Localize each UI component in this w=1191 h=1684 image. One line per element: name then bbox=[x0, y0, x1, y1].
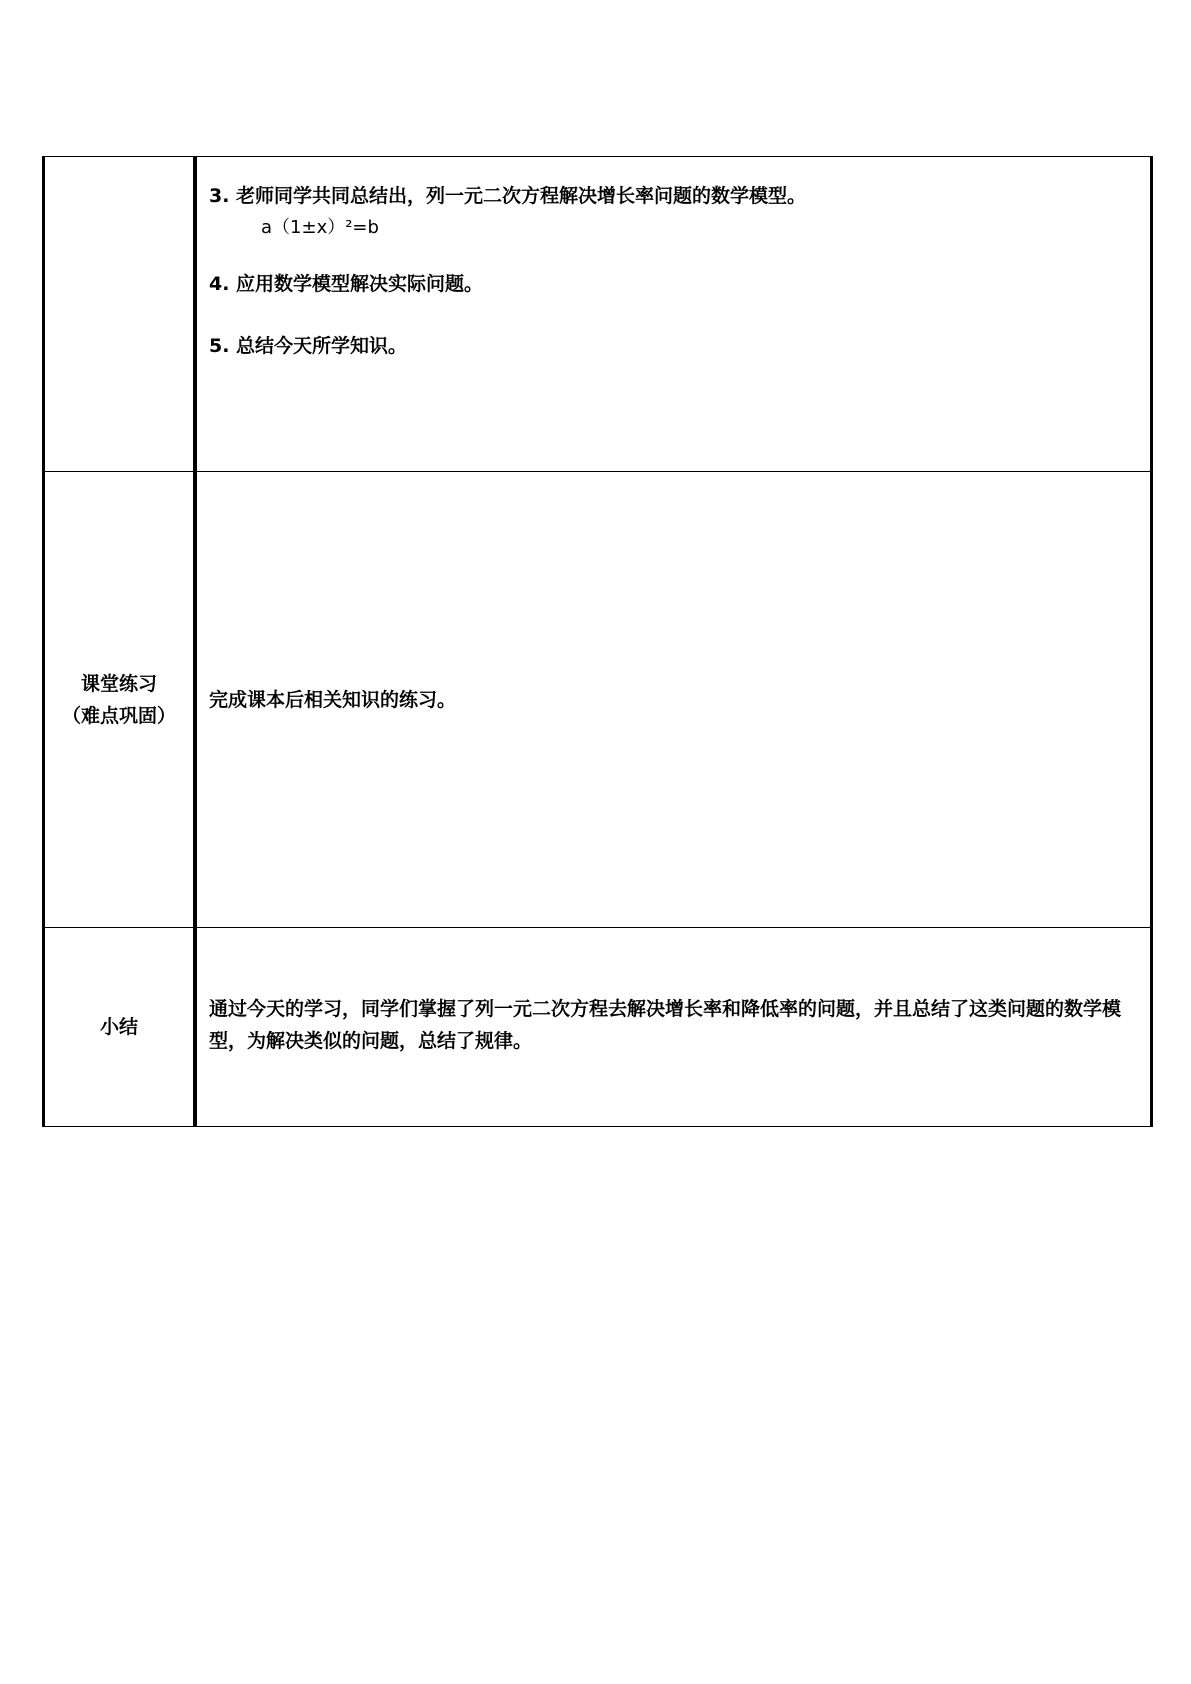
steps-content-cell bbox=[195, 157, 1152, 472]
step-5-text: 5. 总结今天所学知识。 bbox=[209, 335, 408, 357]
step-3-text: 3. 老师同学共同总结出，列一元二次方程解决增长率问题的数学模型。 bbox=[209, 185, 807, 207]
summary-label-cell bbox=[44, 928, 196, 1127]
table-row-steps bbox=[44, 157, 1152, 472]
summary-content-cell bbox=[195, 928, 1152, 1127]
table-row-practice bbox=[44, 472, 1152, 928]
steps-label-cell bbox=[44, 157, 196, 472]
growth-rate-formula: a（1±x）²=b bbox=[261, 217, 379, 238]
practice-sublabel: （难点巩固） bbox=[61, 704, 176, 727]
practice-label-cell bbox=[44, 472, 196, 928]
lesson-plan-table bbox=[42, 156, 1153, 1127]
practice-label: 课堂练习 bbox=[80, 672, 157, 695]
practice-content-cell bbox=[195, 472, 1152, 928]
summary-content: 通过今天的学习，同学们掌握了列一元二次方程去解决增长率和降低率的问题，并且总结了这类问题的数学模型，为解决类似的问题，总结了规律。 bbox=[209, 998, 1122, 1052]
step-4-text: 4. 应用数学模型解决实际问题。 bbox=[209, 273, 484, 295]
practice-content: 完成课本后相关知识的练习。 bbox=[209, 688, 457, 711]
summary-label: 小结 bbox=[99, 1016, 138, 1038]
table-row-summary bbox=[44, 928, 1152, 1127]
